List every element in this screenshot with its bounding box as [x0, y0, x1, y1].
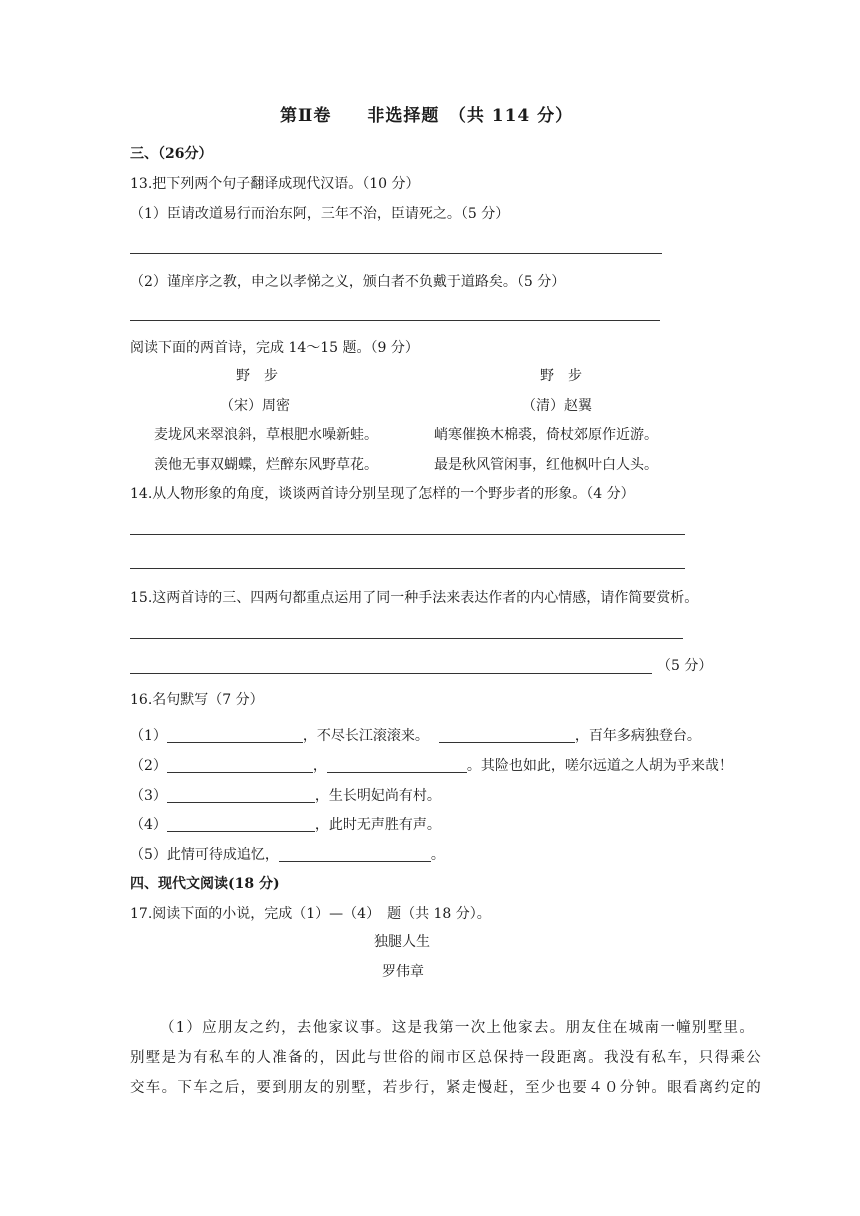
- poem-b-title: 野 步: [540, 368, 582, 384]
- verse-text: ，不尽长江滚滚来。: [302, 728, 429, 744]
- part3-heading: 三、（26分）: [130, 146, 213, 162]
- q13-sentence-2: （2）谨庠序之教，申之以孝悌之义，颁白者不负戴于道路矣。（5 分）: [130, 274, 566, 290]
- novel-paragraph-line: 交车。下车之后，要到朋友的别墅，若步行，紧走慢赶，至少也要４０分钟。眼看离约定的: [130, 1080, 762, 1096]
- q16-item-4: [130, 815, 441, 835]
- q16-item-1: [130, 726, 701, 746]
- fill-blank: [167, 757, 313, 773]
- q15-stem: 15.这两首诗的三、四两句都重点运用了同一种手法来表达作者的内心情感，请作简要赏析。: [130, 590, 699, 606]
- q14-stem: 14.从人物形象的角度，谈谈两首诗分别呈现了怎样的一个野步者的形象。（4 分）: [130, 486, 635, 502]
- fill-blank: [327, 757, 467, 773]
- poem-b-line-1: 峭寒催换木棉裘，倚杖郊原作近游。: [434, 427, 658, 443]
- verse-text: ，生长明妃尚有村。: [314, 788, 441, 804]
- poem-a-line-2: 羡他无事双蝴蝶，烂醉东风野草花。: [154, 457, 378, 473]
- q13-sentence-1: （1）臣请改道易行而治东阿，三年不治，臣请死之。（5 分）: [130, 206, 510, 222]
- verse-text: （5）此情可待成追忆，: [130, 847, 279, 863]
- poem-a-author: （宋）周密: [220, 398, 290, 414]
- item-number: （1）: [130, 728, 167, 744]
- verse-text: 。: [430, 847, 445, 863]
- item-number: （2）: [130, 758, 167, 774]
- q16-item-2: [130, 756, 733, 776]
- fill-blank: [279, 846, 431, 862]
- answer-line: [130, 638, 683, 639]
- poem-b-author: （清）赵翼: [522, 398, 592, 414]
- q13-stem: 13.把下列两个句子翻译成现代汉语。（10 分）: [130, 176, 420, 192]
- part4-heading: 四、现代文阅读(18 分): [130, 876, 280, 892]
- answer-line: [130, 253, 662, 254]
- verse-text: 。其险也如此，嗟尔远道之人胡为乎来哉！: [466, 758, 733, 774]
- poem-b-line-2: 最是秋风管闲事，红他枫叶白人头。: [434, 457, 658, 473]
- q16-item-5: [130, 845, 445, 865]
- answer-line: [130, 320, 660, 321]
- novel-paragraph-line: 别墅是为有私车的人准备的，因此与世俗的闹市区总保持一段距离。我没有私车，只得乘公: [130, 1050, 762, 1066]
- verse-text: ，此时无声胜有声。: [314, 817, 441, 833]
- q16-stem: 16.名句默写（7 分）: [130, 692, 264, 708]
- section-title: 第Ⅱ卷 非选择题 （共 114 分）: [280, 106, 574, 126]
- novel-author: 罗伟章: [382, 964, 424, 980]
- answer-line: [130, 673, 652, 674]
- answer-line: [130, 568, 685, 569]
- poem-intro: 阅读下面的两首诗，完成 14～15 题。（9 分）: [130, 340, 419, 356]
- poem-a-line-1: 麦垅风来翠浪斜，草根肥水噪新蛙。: [154, 427, 378, 443]
- fill-blank: [439, 727, 575, 743]
- verse-text: ，百年多病独登台。: [574, 728, 701, 744]
- item-number: （4）: [130, 817, 167, 833]
- answer-line: [130, 534, 685, 535]
- fill-blank: [167, 816, 315, 832]
- q16-item-3: [130, 786, 441, 806]
- verse-text: ，: [312, 758, 327, 774]
- novel-title: 独腿人生: [374, 934, 430, 950]
- fill-blank: [167, 727, 303, 743]
- q15-score: （5 分）: [657, 658, 713, 674]
- poem-a-title: 野 步: [236, 368, 278, 384]
- fill-blank: [167, 787, 315, 803]
- item-number: （3）: [130, 788, 167, 804]
- q17-stem: 17.阅读下面的小说，完成（1）—（4） 题（共 18 分）。: [130, 906, 491, 922]
- novel-paragraph-line: （1）应朋友之约，去他家议事。这是我第一次上他家去。朋友住在城南一幢别墅里。: [160, 1020, 756, 1036]
